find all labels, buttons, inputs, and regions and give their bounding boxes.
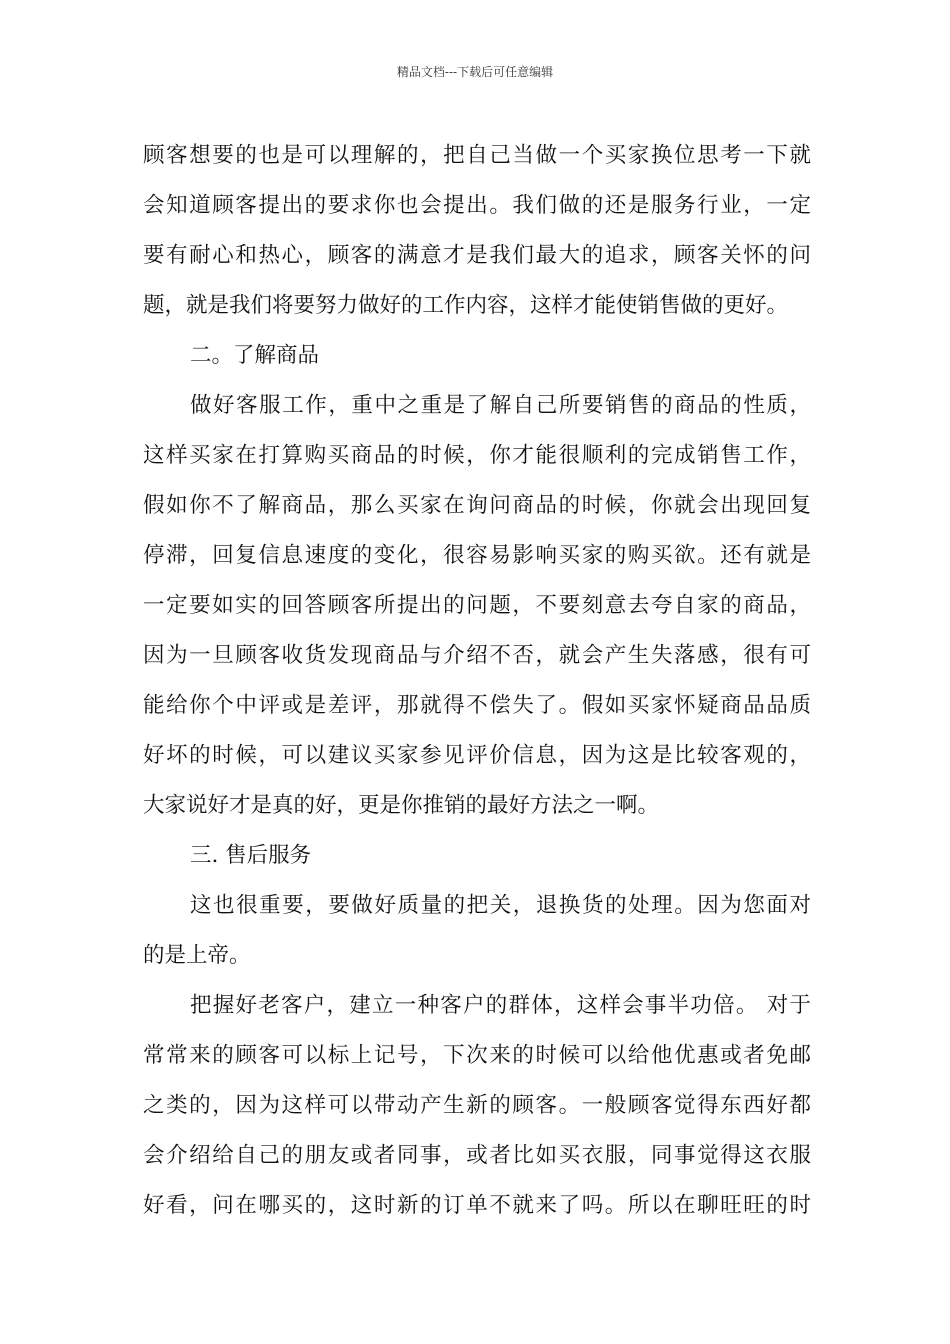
paragraph-line: 好看，问在哪买的，这时新的订单不就来了吗。所以在聊旺旺的时 <box>143 1193 811 1218</box>
paragraph-line: 之类的，因为这样可以带动产生新的顾客。一般顾客觉得东西好都 <box>143 1093 811 1118</box>
paragraph-line: 顾客想要的也是可以理解的，把自己当做一个买家换位思考一下就 <box>143 143 811 168</box>
section-heading: 二。了解商品 <box>190 343 320 368</box>
paragraph-line: 这样买家在打算购买商品的时候，你才能很顺利的完成销售工作， <box>143 443 811 468</box>
paragraph-line: 会知道顾客提出的要求你也会提出。我们做的还是服务行业，一定 <box>143 193 811 218</box>
paragraph-line: 这也很重要，要做好质量的把关，退换货的处理。因为您面对 <box>190 893 811 918</box>
paragraph-line: 常常来的顾客可以标上记号，下次来的时候可以给他优惠或者免邮 <box>143 1043 811 1068</box>
page-header: 精品文档---下载后可任意编辑 <box>396 65 554 79</box>
paragraph-line: 做好客服工作，重中之重是了解自己所要销售的商品的性质， <box>190 393 811 418</box>
paragraph-line: 的是上帝。 <box>143 943 251 968</box>
section-heading: 三. 售后服务 <box>190 843 312 868</box>
paragraph-line: 大家说好才是真的好，更是你推销的最好方法之一啊。 <box>143 793 660 818</box>
paragraph-line: 停滞，回复信息速度的变化，很容易影响买家的购买欲。还有就是 <box>143 543 811 568</box>
paragraph-line: 能给你个中评或是差评，那就得不偿失了。假如买家怀疑商品品质 <box>143 693 811 718</box>
paragraph-line: 因为一旦顾客收货发现商品与介绍不否，就会产生失落感，很有可 <box>143 643 811 668</box>
paragraph-line: 假如你不了解商品，那么买家在询问商品的时候，你就会出现回复 <box>143 493 811 518</box>
paragraph-line: 题，就是我们将要努力做好的工作内容，这样才能使销售做的更好。 <box>143 293 789 318</box>
paragraph-line: 好坏的时候，可以建议买家参见评价信息，因为这是比较客观的， <box>143 743 811 768</box>
paragraph-line: 要有耐心和热心，顾客的满意才是我们最大的追求，顾客关怀的问 <box>143 243 811 268</box>
paragraph-line: 一定要如实的回答顾客所提出的问题，不要刻意去夸自家的商品， <box>143 593 811 618</box>
paragraph-line: 把握好老客户，建立一种客户的群体，这样会事半功倍。 对于 <box>190 993 811 1018</box>
paragraph-line: 会介绍给自己的朋友或者同事，或者比如买衣服，同事觉得这衣服 <box>143 1143 811 1168</box>
document-body <box>143 131 811 1231</box>
